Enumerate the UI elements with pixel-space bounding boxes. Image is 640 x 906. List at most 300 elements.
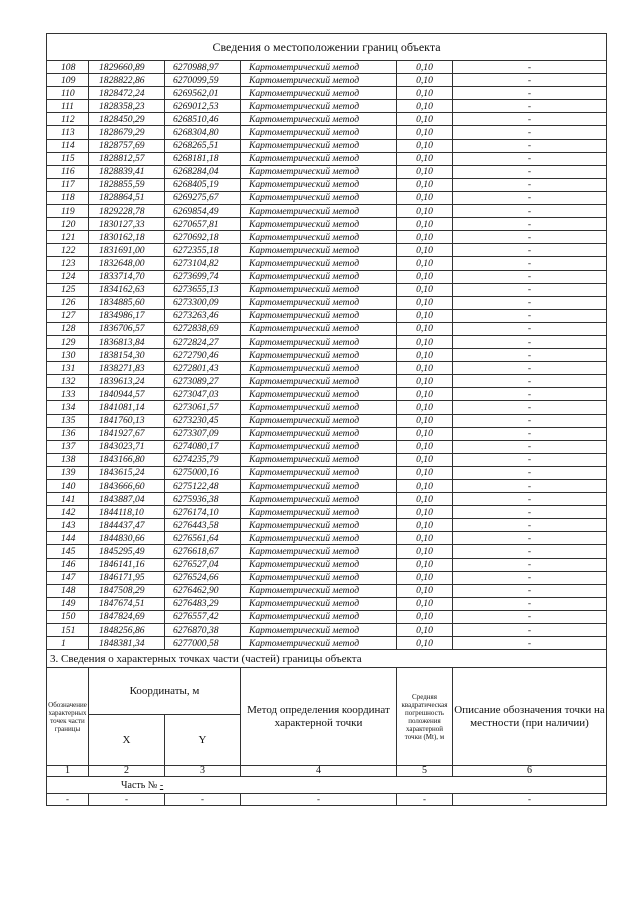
description-cell: - xyxy=(453,375,607,388)
table-row xyxy=(47,466,607,479)
method-cell: Картометрический метод xyxy=(241,453,397,466)
point-number-cell: 130 xyxy=(47,349,89,362)
accuracy-cell: 0,10 xyxy=(397,191,453,204)
coord-x-cell: 1845295,49 xyxy=(89,545,165,558)
accuracy-cell: 0,10 xyxy=(397,349,453,362)
coord-x-cell: 1834162,63 xyxy=(89,283,165,296)
part-number: - xyxy=(159,779,164,791)
description-cell: - xyxy=(453,257,607,270)
coord-y-cell: 6276618,67 xyxy=(165,545,241,558)
coord-y-cell: 6269854,49 xyxy=(165,205,241,218)
description-cell: - xyxy=(453,440,607,453)
method-cell: Картометрический метод xyxy=(241,87,397,100)
point-number-cell: 147 xyxy=(47,571,89,584)
point-number-cell: 120 xyxy=(47,218,89,231)
description-cell: - xyxy=(453,296,607,309)
accuracy-cell: 0,10 xyxy=(397,165,453,178)
coord-y-cell: 6276524,66 xyxy=(165,571,241,584)
column-number-2: 2 xyxy=(89,766,165,777)
description-cell: - xyxy=(453,427,607,440)
coord-y-cell: 6273061,57 xyxy=(165,401,241,414)
coord-x-cell: 1839613,24 xyxy=(89,375,165,388)
point-number-cell: 111 xyxy=(47,100,89,113)
method-cell: Картометрический метод xyxy=(241,597,397,610)
accuracy-cell: 0,10 xyxy=(397,401,453,414)
method-cell: Картометрический метод xyxy=(241,296,397,309)
table-row xyxy=(47,74,607,87)
coord-x-cell: 1843666,60 xyxy=(89,480,165,493)
accuracy-cell: 0,10 xyxy=(397,152,453,165)
coord-y-cell: 6270657,81 xyxy=(165,218,241,231)
table-row xyxy=(47,178,607,191)
accuracy-cell: 0,10 xyxy=(397,388,453,401)
description-cell: - xyxy=(453,597,607,610)
coord-y-cell: 6273263,46 xyxy=(165,309,241,322)
description-cell: - xyxy=(453,480,607,493)
coord-x-cell: 1829228,78 xyxy=(89,205,165,218)
description-cell: - xyxy=(453,87,607,100)
coord-x-cell: 1828822,86 xyxy=(89,74,165,87)
description-cell: - xyxy=(453,113,607,126)
point-number-cell: 1 xyxy=(47,637,89,650)
table-row xyxy=(47,532,607,545)
table-row xyxy=(47,61,607,74)
coord-x-cell: 1834986,17 xyxy=(89,309,165,322)
description-cell: - xyxy=(453,506,607,519)
section3-title-row xyxy=(47,650,607,668)
coord-y-cell: 6276527,04 xyxy=(165,558,241,571)
description-cell: - xyxy=(453,165,607,178)
accuracy-cell: 0,10 xyxy=(397,205,453,218)
coord-x-cell: 1843615,24 xyxy=(89,466,165,479)
section3-header-row xyxy=(47,668,607,715)
method-cell: Картометрический метод xyxy=(241,218,397,231)
accuracy-cell: 0,10 xyxy=(397,61,453,74)
coord-y-cell: 6268284,04 xyxy=(165,165,241,178)
part-points-table xyxy=(46,650,607,806)
coord-x-cell: 1828812,57 xyxy=(89,152,165,165)
table-row xyxy=(47,414,607,427)
coord-y-cell: 6273307,09 xyxy=(165,427,241,440)
coord-y-cell: 6274080,17 xyxy=(165,440,241,453)
coord-x-cell: 1836706,57 xyxy=(89,322,165,335)
coord-x-cell: 1848256,86 xyxy=(89,624,165,637)
description-cell: - xyxy=(453,349,607,362)
coord-y-cell: 6276561,64 xyxy=(165,532,241,545)
coord-x-cell: 1841927,67 xyxy=(89,427,165,440)
coord-y-cell: 6273104,82 xyxy=(165,257,241,270)
table-row xyxy=(47,624,607,637)
point-number-cell: 124 xyxy=(47,270,89,283)
coord-x-cell: 1844118,10 xyxy=(89,506,165,519)
coord-y-cell: 6276557,42 xyxy=(165,610,241,623)
description-cell: - xyxy=(453,61,607,74)
table-title-row xyxy=(47,34,607,61)
description-cell: - xyxy=(453,637,607,650)
col-point-header: Обозначение характерных точек части границы xyxy=(47,668,89,766)
accuracy-cell: 0,10 xyxy=(397,218,453,231)
point-number-cell: 121 xyxy=(47,231,89,244)
document-frame xyxy=(46,33,606,806)
col-x-header: X xyxy=(89,715,165,766)
coord-y-cell: 6273699,74 xyxy=(165,270,241,283)
table-row xyxy=(47,87,607,100)
coord-y-cell: 6273089,27 xyxy=(165,375,241,388)
accuracy-cell: 0,10 xyxy=(397,440,453,453)
coord-x-cell: 1846141,16 xyxy=(89,558,165,571)
description-cell: - xyxy=(453,388,607,401)
coord-x-cell: 1831691,00 xyxy=(89,244,165,257)
point-number-cell: 108 xyxy=(47,61,89,74)
coord-x-cell: 1828839,41 xyxy=(89,165,165,178)
accuracy-cell: 0,10 xyxy=(397,453,453,466)
table-row xyxy=(47,519,607,532)
description-cell: - xyxy=(453,335,607,348)
point-number-cell: 132 xyxy=(47,375,89,388)
method-cell: Картометрический метод xyxy=(241,244,397,257)
method-cell: Картометрический метод xyxy=(241,637,397,650)
coord-y-cell: 6273230,45 xyxy=(165,414,241,427)
point-number-cell: 146 xyxy=(47,558,89,571)
point-number-cell: 136 xyxy=(47,427,89,440)
accuracy-cell: 0,10 xyxy=(397,506,453,519)
table-row xyxy=(47,440,607,453)
method-cell: Картометрический метод xyxy=(241,205,397,218)
description-cell: - xyxy=(453,205,607,218)
column-number-3: 3 xyxy=(165,766,241,777)
method-cell: Картометрический метод xyxy=(241,610,397,623)
point-number-cell: 135 xyxy=(47,414,89,427)
description-cell: - xyxy=(453,322,607,335)
point-number-cell: 151 xyxy=(47,624,89,637)
description-cell: - xyxy=(453,139,607,152)
table-row xyxy=(47,257,607,270)
table-row xyxy=(47,597,607,610)
description-cell: - xyxy=(453,558,607,571)
coord-x-cell: 1830127,33 xyxy=(89,218,165,231)
method-cell: Картометрический метод xyxy=(241,178,397,191)
method-cell: Картометрический метод xyxy=(241,362,397,375)
coord-x-cell: 1834885,60 xyxy=(89,296,165,309)
accuracy-cell: 0,10 xyxy=(397,375,453,388)
coord-x-cell: 1828358,23 xyxy=(89,100,165,113)
point-number-cell: 133 xyxy=(47,388,89,401)
description-cell: - xyxy=(453,126,607,139)
table-row xyxy=(47,100,607,113)
coord-y-cell: 6272790,46 xyxy=(165,349,241,362)
table-row xyxy=(47,375,607,388)
method-cell: Картометрический метод xyxy=(241,283,397,296)
coord-x-cell: 1838154,30 xyxy=(89,349,165,362)
table-row xyxy=(47,480,607,493)
method-cell: Картометрический метод xyxy=(241,519,397,532)
point-number-cell: 129 xyxy=(47,335,89,348)
coord-y-cell: 6269275,67 xyxy=(165,191,241,204)
table-row xyxy=(47,165,607,178)
table-row xyxy=(47,139,607,152)
point-number-cell: 128 xyxy=(47,322,89,335)
point-number-cell: 143 xyxy=(47,519,89,532)
point-number-cell: 148 xyxy=(47,584,89,597)
table-row xyxy=(47,283,607,296)
part-row xyxy=(47,777,607,794)
accuracy-cell: 0,10 xyxy=(397,637,453,650)
table-row xyxy=(47,637,607,650)
description-cell: - xyxy=(453,610,607,623)
accuracy-cell: 0,10 xyxy=(397,466,453,479)
point-number-cell: 126 xyxy=(47,296,89,309)
table-title: Сведения о местоположении границ объекта xyxy=(47,34,607,61)
method-cell: Картометрический метод xyxy=(241,322,397,335)
table-row xyxy=(47,545,607,558)
method-cell: Картометрический метод xyxy=(241,375,397,388)
point-number-cell: 125 xyxy=(47,283,89,296)
table-row xyxy=(47,335,607,348)
accuracy-cell: 0,10 xyxy=(397,231,453,244)
method-cell: Картометрический метод xyxy=(241,100,397,113)
coord-x-cell: 1836813,84 xyxy=(89,335,165,348)
point-number-cell: 137 xyxy=(47,440,89,453)
description-cell: - xyxy=(453,191,607,204)
boundary-points-table xyxy=(46,33,607,650)
description-cell: - xyxy=(453,283,607,296)
coord-x-cell: 1843887,04 xyxy=(89,493,165,506)
table-row xyxy=(47,296,607,309)
table-row xyxy=(47,506,607,519)
coord-x-cell: 1848381,34 xyxy=(89,637,165,650)
method-cell: Картометрический метод xyxy=(241,126,397,139)
description-cell: - xyxy=(453,100,607,113)
method-cell: Картометрический метод xyxy=(241,388,397,401)
point-number-cell: 149 xyxy=(47,597,89,610)
accuracy-cell: 0,10 xyxy=(397,558,453,571)
column-number-1: 1 xyxy=(47,766,89,777)
accuracy-cell: 0,10 xyxy=(397,545,453,558)
accuracy-cell: 0,10 xyxy=(397,624,453,637)
coord-y-cell: 6268405,19 xyxy=(165,178,241,191)
coord-x-cell: 1828679,29 xyxy=(89,126,165,139)
point-number-cell: 114 xyxy=(47,139,89,152)
coord-y-cell: 6270099,59 xyxy=(165,74,241,87)
accuracy-cell: 0,10 xyxy=(397,87,453,100)
description-cell: - xyxy=(453,584,607,597)
description-cell: - xyxy=(453,453,607,466)
description-cell: - xyxy=(453,74,607,87)
table-row xyxy=(47,322,607,335)
table-row xyxy=(47,362,607,375)
method-cell: Картометрический метод xyxy=(241,440,397,453)
accuracy-cell: 0,10 xyxy=(397,610,453,623)
coord-y-cell: 6276462,90 xyxy=(165,584,241,597)
coord-y-cell: 6268265,51 xyxy=(165,139,241,152)
method-cell: Картометрический метод xyxy=(241,61,397,74)
description-cell: - xyxy=(453,309,607,322)
table-row xyxy=(47,558,607,571)
accuracy-cell: 0,10 xyxy=(397,113,453,126)
coord-y-cell: 6275936,38 xyxy=(165,493,241,506)
coord-y-cell: 6273300,09 xyxy=(165,296,241,309)
description-cell: - xyxy=(453,519,607,532)
empty-cell-2: - xyxy=(89,794,165,806)
point-number-cell: 116 xyxy=(47,165,89,178)
coord-x-cell: 1832648,00 xyxy=(89,257,165,270)
point-number-cell: 110 xyxy=(47,87,89,100)
coord-x-cell: 1843023,71 xyxy=(89,440,165,453)
point-number-cell: 119 xyxy=(47,205,89,218)
coord-y-cell: 6276174,10 xyxy=(165,506,241,519)
accuracy-cell: 0,10 xyxy=(397,571,453,584)
table-row xyxy=(47,401,607,414)
method-cell: Картометрический метод xyxy=(241,506,397,519)
method-cell: Картометрический метод xyxy=(241,545,397,558)
method-cell: Картометрический метод xyxy=(241,624,397,637)
accuracy-cell: 0,10 xyxy=(397,322,453,335)
accuracy-cell: 0,10 xyxy=(397,270,453,283)
coord-x-cell: 1841760,13 xyxy=(89,414,165,427)
accuracy-cell: 0,10 xyxy=(397,493,453,506)
description-cell: - xyxy=(453,493,607,506)
description-cell: - xyxy=(453,270,607,283)
description-cell: - xyxy=(453,218,607,231)
accuracy-cell: 0,10 xyxy=(397,74,453,87)
point-number-cell: 142 xyxy=(47,506,89,519)
table-row xyxy=(47,349,607,362)
description-cell: - xyxy=(453,401,607,414)
description-cell: - xyxy=(453,545,607,558)
coord-y-cell: 6273655,13 xyxy=(165,283,241,296)
description-cell: - xyxy=(453,571,607,584)
accuracy-cell: 0,10 xyxy=(397,126,453,139)
method-cell: Картометрический метод xyxy=(241,270,397,283)
accuracy-cell: 0,10 xyxy=(397,362,453,375)
table-row xyxy=(47,152,607,165)
method-cell: Картометрический метод xyxy=(241,571,397,584)
part-label: Часть № xyxy=(121,779,158,791)
method-cell: Картометрический метод xyxy=(241,231,397,244)
table-row xyxy=(47,205,607,218)
coord-x-cell: 1843166,80 xyxy=(89,453,165,466)
method-cell: Картометрический метод xyxy=(241,558,397,571)
method-cell: Картометрический метод xyxy=(241,532,397,545)
coord-x-cell: 1841081,14 xyxy=(89,401,165,414)
table-row xyxy=(47,388,607,401)
coord-y-cell: 6270988,97 xyxy=(165,61,241,74)
coord-x-cell: 1830162,18 xyxy=(89,231,165,244)
accuracy-cell: 0,10 xyxy=(397,178,453,191)
description-cell: - xyxy=(453,244,607,257)
description-cell: - xyxy=(453,178,607,191)
method-cell: Картометрический метод xyxy=(241,165,397,178)
point-number-cell: 123 xyxy=(47,257,89,270)
coord-y-cell: 6269012,53 xyxy=(165,100,241,113)
description-cell: - xyxy=(453,362,607,375)
coord-x-cell: 1828472,24 xyxy=(89,87,165,100)
table-row xyxy=(47,610,607,623)
table-row xyxy=(47,113,607,126)
coord-x-cell: 1844437,47 xyxy=(89,519,165,532)
accuracy-cell: 0,10 xyxy=(397,257,453,270)
coord-y-cell: 6275122,48 xyxy=(165,480,241,493)
method-cell: Картометрический метод xyxy=(241,152,397,165)
accuracy-cell: 0,10 xyxy=(397,519,453,532)
table-row xyxy=(47,453,607,466)
coord-y-cell: 6270692,18 xyxy=(165,231,241,244)
table-row xyxy=(47,218,607,231)
col-error-header: Средняя квадратическая погрешность положения характерной точки (Mt), м xyxy=(397,668,453,766)
point-number-cell: 118 xyxy=(47,191,89,204)
accuracy-cell: 0,10 xyxy=(397,532,453,545)
description-cell: - xyxy=(453,624,607,637)
table-row xyxy=(47,584,607,597)
point-number-cell: 127 xyxy=(47,309,89,322)
point-number-cell: 150 xyxy=(47,610,89,623)
coord-x-cell: 1844830,66 xyxy=(89,532,165,545)
column-number-4: 4 xyxy=(241,766,397,777)
coord-x-cell: 1828757,69 xyxy=(89,139,165,152)
method-cell: Картометрический метод xyxy=(241,335,397,348)
coord-y-cell: 6276483,29 xyxy=(165,597,241,610)
point-number-cell: 144 xyxy=(47,532,89,545)
point-number-cell: 109 xyxy=(47,74,89,87)
coord-y-cell: 6277000,58 xyxy=(165,637,241,650)
point-number-cell: 140 xyxy=(47,480,89,493)
empty-cell-4: - xyxy=(241,794,397,806)
coord-x-cell: 1840944,57 xyxy=(89,388,165,401)
coord-x-cell: 1838271,83 xyxy=(89,362,165,375)
empty-cell-1: - xyxy=(47,794,89,806)
table-row xyxy=(47,270,607,283)
coord-y-cell: 6268304,80 xyxy=(165,126,241,139)
accuracy-cell: 0,10 xyxy=(397,100,453,113)
coord-y-cell: 6268510,46 xyxy=(165,113,241,126)
accuracy-cell: 0,10 xyxy=(397,584,453,597)
coord-x-cell: 1828450,29 xyxy=(89,113,165,126)
accuracy-cell: 0,10 xyxy=(397,335,453,348)
coord-y-cell: 6272355,18 xyxy=(165,244,241,257)
description-cell: - xyxy=(453,231,607,244)
coord-x-cell: 1846171,95 xyxy=(89,571,165,584)
col-desc-header: Описание обозначения точки на местности (при наличии) xyxy=(453,668,607,766)
coord-x-cell: 1828855,59 xyxy=(89,178,165,191)
coord-y-cell: 6272824,27 xyxy=(165,335,241,348)
point-number-cell: 131 xyxy=(47,362,89,375)
description-cell: - xyxy=(453,466,607,479)
description-cell: - xyxy=(453,532,607,545)
accuracy-cell: 0,10 xyxy=(397,139,453,152)
part-label-cell xyxy=(47,777,607,794)
method-cell: Картометрический метод xyxy=(241,191,397,204)
coord-x-cell: 1833714,70 xyxy=(89,270,165,283)
coord-y-cell: 6268181,18 xyxy=(165,152,241,165)
description-cell: - xyxy=(453,414,607,427)
table-row xyxy=(47,427,607,440)
accuracy-cell: 0,10 xyxy=(397,480,453,493)
point-number-cell: 112 xyxy=(47,113,89,126)
col-method-header: Метод определения координат характерной точки xyxy=(241,668,397,766)
method-cell: Картометрический метод xyxy=(241,257,397,270)
table-row xyxy=(47,191,607,204)
method-cell: Картометрический метод xyxy=(241,113,397,126)
description-cell: - xyxy=(453,152,607,165)
coord-x-cell: 1847508,29 xyxy=(89,584,165,597)
coord-y-cell: 6274235,79 xyxy=(165,453,241,466)
accuracy-cell: 0,10 xyxy=(397,427,453,440)
table-row xyxy=(47,231,607,244)
coord-y-cell: 6272801,43 xyxy=(165,362,241,375)
method-cell: Картометрический метод xyxy=(241,74,397,87)
coord-y-cell: 6273047,03 xyxy=(165,388,241,401)
table-row xyxy=(47,493,607,506)
